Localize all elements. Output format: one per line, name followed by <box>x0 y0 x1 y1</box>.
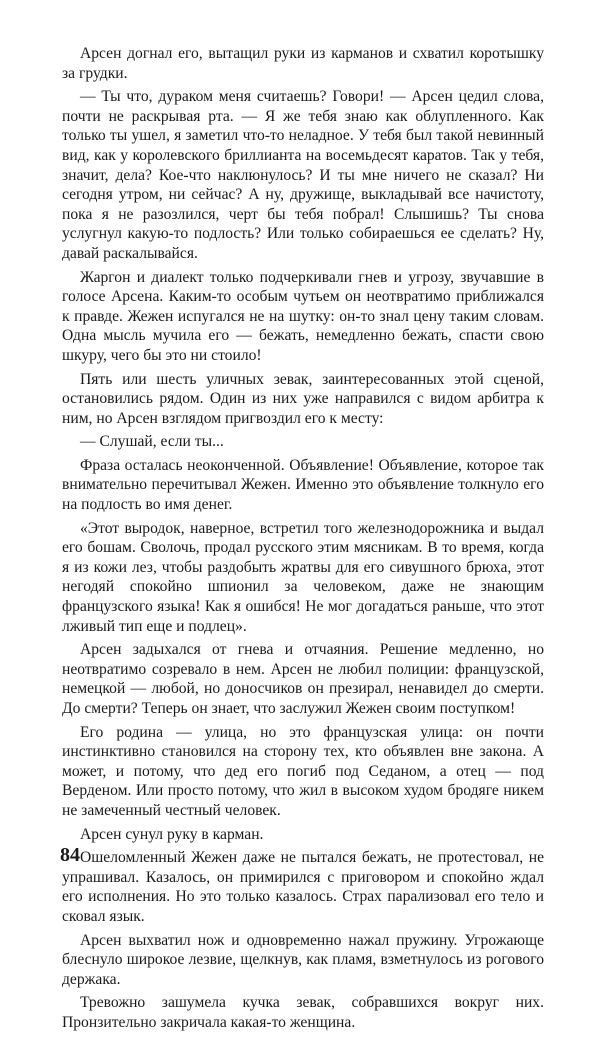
paragraph: Жаргон и диалект только подчеркивали гнев и угрозу, звучавшие в голосе Арсена. Каким-то особым чутьем он неотвратимо приближался к правде. Жежен испугался не на шутку: он-то знал цену таким словам. Одна мысль мучила его — бежать, немедленно бежать, спасти свою шкуру, чего бы это ни стоило! <box>62 268 544 364</box>
paragraph: Арсен догнал его, вытащил руки из карманов и схватил коротышку за грудки. <box>62 45 544 82</box>
paragraph: Пять или шесть уличных зевак, заинтересованных этой сценой, остановились рядом. Один из них уже направился с видом арбитра к ним, но Арсен взглядом пригвоздил его к месту: <box>62 370 544 427</box>
paragraph: Фраза осталась неоконченной. Объявление! Объявление, которое так внимательно перечитывал Жежен. Именно это объявление толкнуло его на подлость во имя денег. <box>62 456 544 514</box>
page-body <box>62 44 544 1037</box>
paragraph: Арсен выхватил нож и одновременно нажал пружину. Угрожающе блеснуло широкое лезвие, щелкнув, как пламя, взметнулось из рогового держака. <box>62 931 544 988</box>
paragraph: — Ты что, дураком меня считаешь? Говори! — Арсен цедил слова, почти не раскрывая рта. — Я же тебя знаю как облупленного. Как только ты ушел, я заметил что-то неладное. У тебя был такой невинный вид, как у королевского бриллианта на восемьдесят каратов. Так у тебя, значит, дела? Кое-что наклюнулось? И ты мне ничего не сказал? Ни сегодня утром, ни сейчас? А ну, дружище, выкладывай все начистоту, пока я не разозлился, черт бы тебя побрал! Слышишь? Ты снова услугнул какую-то подлость? Или только собираешься ее сделать? Ну, давай раскалывайся. <box>62 88 544 262</box>
page-number: 84 <box>60 844 80 866</box>
paragraph: Тревожно зашумела кучка зевак, собравшихся вокруг них. Пронзительно закричала какая-то женщина. <box>62 994 544 1031</box>
paragraph: Арсен сунул руку в карман. <box>80 825 264 843</box>
paragraph: Его родина — улица, но это французская улица: он почти инстинктивно становился на сторону тех, кто объявлен вне закона. А может, и потому, что дед его погиб под Седаном, а отец — под Верденом. Или просто потому, что жил в высоком худом бродяге никем не замеченный честный человек. <box>62 723 544 819</box>
paragraph: — Слушай, если ты... <box>80 433 224 451</box>
paragraph: «Этот выродок, наверное, встретил того железнодорожника и выдал его бошам. Сволочь, продал русского этим мясникам. В то время, когда я из кожи лез, чтобы раздобыть жратвы для его сивушного брюха, этот негодяй спокойно шпионил за человеком, даже не знающим французского языка! Как я ошибся! Не мог догадаться раньше, что этот лживый тип еще и подлец». <box>62 519 544 635</box>
paragraph: Арсен задыхался от гнева и отчаяния. Решение медленно, но неотвратимо созревало в нем. Арсен не любил полиции: французской, немецкой — любой, но доносчиков он презирал, ненавидел до смерти. До смерти? Теперь он знает, что заслужил Жежен своим поступком! <box>62 641 544 717</box>
paragraph: Ошеломленный Жежен даже не пытался бежать, не протестовал, не упрашивал. Казалось, он примирился с приговором и спокойно ждал его исполнения. Но это только казалось. Страх парализовал его тело и сковал язык. <box>62 849 544 925</box>
